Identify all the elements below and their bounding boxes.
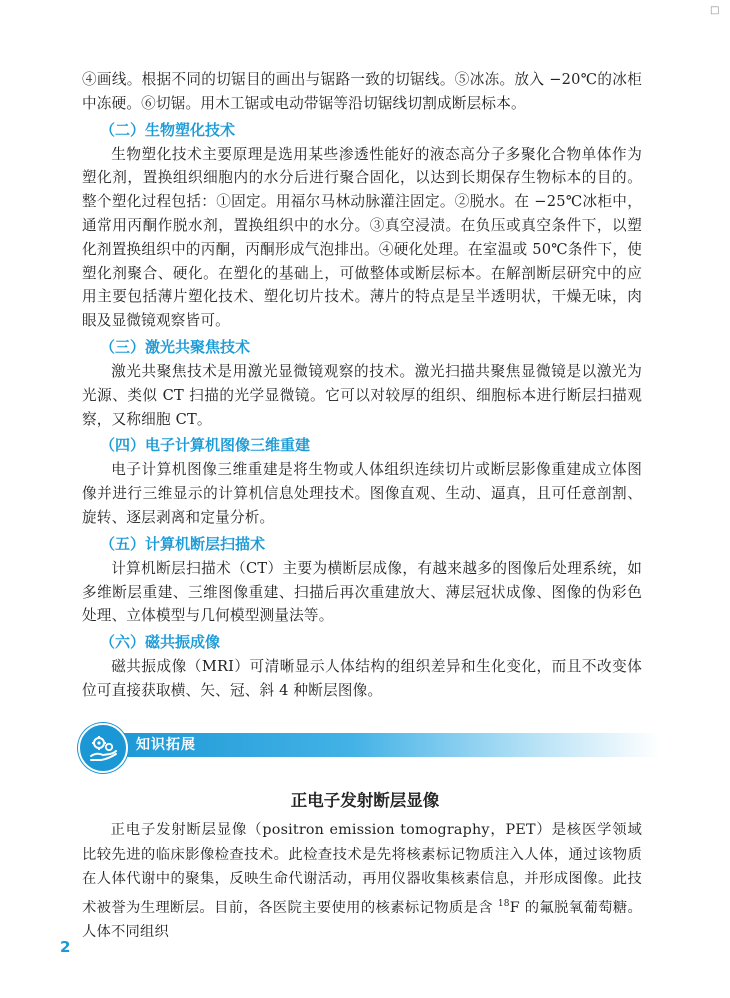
paragraph-mri: 磁共振成像（MRI）可清晰显示人体结构的组织差异和生化变化，而且不改变体位可直接获取横、矢、冠、斜 4 种断层图像。 (82, 658, 642, 699)
paragraph-bio-plastination: 生物塑化技术主要原理是选用某些渗透性能好的液态高分子多聚化合物单体作为塑化剂，置换组织细胞内的水分后进行聚合固化，以达到长期保存生物标本的目的。整个塑化过程包括：①固定。用福尔马林动脉灌注固定。②脱水。在 −25℃冰柜中，通常用丙酮作脱水剂，置换组织中的水分。③真空浸渍。在负压或真空条件下，以塑化剂置换组织中的丙酮，丙酮形成气泡排出。④硬化处理。在室温或 50℃条件下，使塑化剂聚合、硬化。在塑化的基础上，可做整体或断层标本。在解剖断层研究中的应用主要包括薄片塑化技术、塑化切片技术。薄片的特点是呈半透明状，干燥无味，肉眼及显微镜观察皆可。 (82, 145, 642, 330)
heading-3d-reconstruction: （四）电子计算机图像三维重建 (100, 436, 311, 455)
banner-label: 知识拓展 (136, 737, 196, 753)
isotope-superscript: 18 (497, 898, 510, 909)
main-text (82, 68, 642, 703)
heading-bio-plastination: （二）生物塑化技术 (100, 120, 236, 139)
knowledge-box-title: 正电子发射断层显像 (290, 791, 440, 810)
pet-text-part1: 正电子发射断层显像（positron emission tomography，PET）是核医学领域比较先进的临床影像检查技术。此检查技术是先将核素标记物质注入人体，通过该物质在人体代谢中的聚集，反映生命代谢活动，再用仪器收集核素信息，并形成图像。此技术被誉为生理断层。目前，各医院主要使用的核素标记物质是含 (82, 822, 642, 916)
knowledge-box-body (82, 818, 642, 945)
paragraph-laser-confocal: 激光共聚焦技术是用激光显微镜观察的技术。激光扫描共聚焦显微镜是以激光为光源、类似 CT 扫描的光学显微镜。它可以对较厚的组织、细胞标本进行断层扫描观察，又称细胞 CT。 (82, 362, 642, 428)
paragraph-cutting-steps: ④画线。根据不同的切锯目的画出与锯路一致的切锯线。⑤冰冻。放入 −20℃的冰柜中冻硬。⑥切锯。用木工锯或电动带锯等沿切锯线切割成断层标本。 (82, 71, 642, 112)
gears-hand-icon (78, 723, 128, 773)
paragraph-ct: 计算机断层扫描术（CT）主要为横断层成像，有越来越多的图像后处理系统，如多维断层重建、三维图像重建、扫描后再次重建放大、薄层冠状成像、图像的伪彩色处理、立体模型与几何模型测量法等。 (82, 559, 642, 625)
heading-ct: （五）计算机断层扫描术 (100, 534, 266, 553)
heading-mri: （六）磁共振成像 (100, 633, 221, 652)
paragraph-3d-reconstruction: 电子计算机图像三维重建是将生物或人体组织连续切片或断层影像重建成立体图像并进行三维显示的计算机信息处理技术。图像直观、生动、逼真，且可任意剖割、旋转、逐层剥离和定量分析。 (82, 461, 642, 526)
paragraph-pet (82, 818, 642, 945)
page-number: 2 (60, 938, 71, 956)
knowledge-banner (78, 724, 658, 768)
corner-crop-mark: □ (710, 5, 720, 16)
heading-laser-confocal: （三）激光共聚焦技术 (100, 337, 251, 356)
pet-text-part2: F 的氟脱氧葡萄糖。人体不同组织 (82, 899, 642, 940)
